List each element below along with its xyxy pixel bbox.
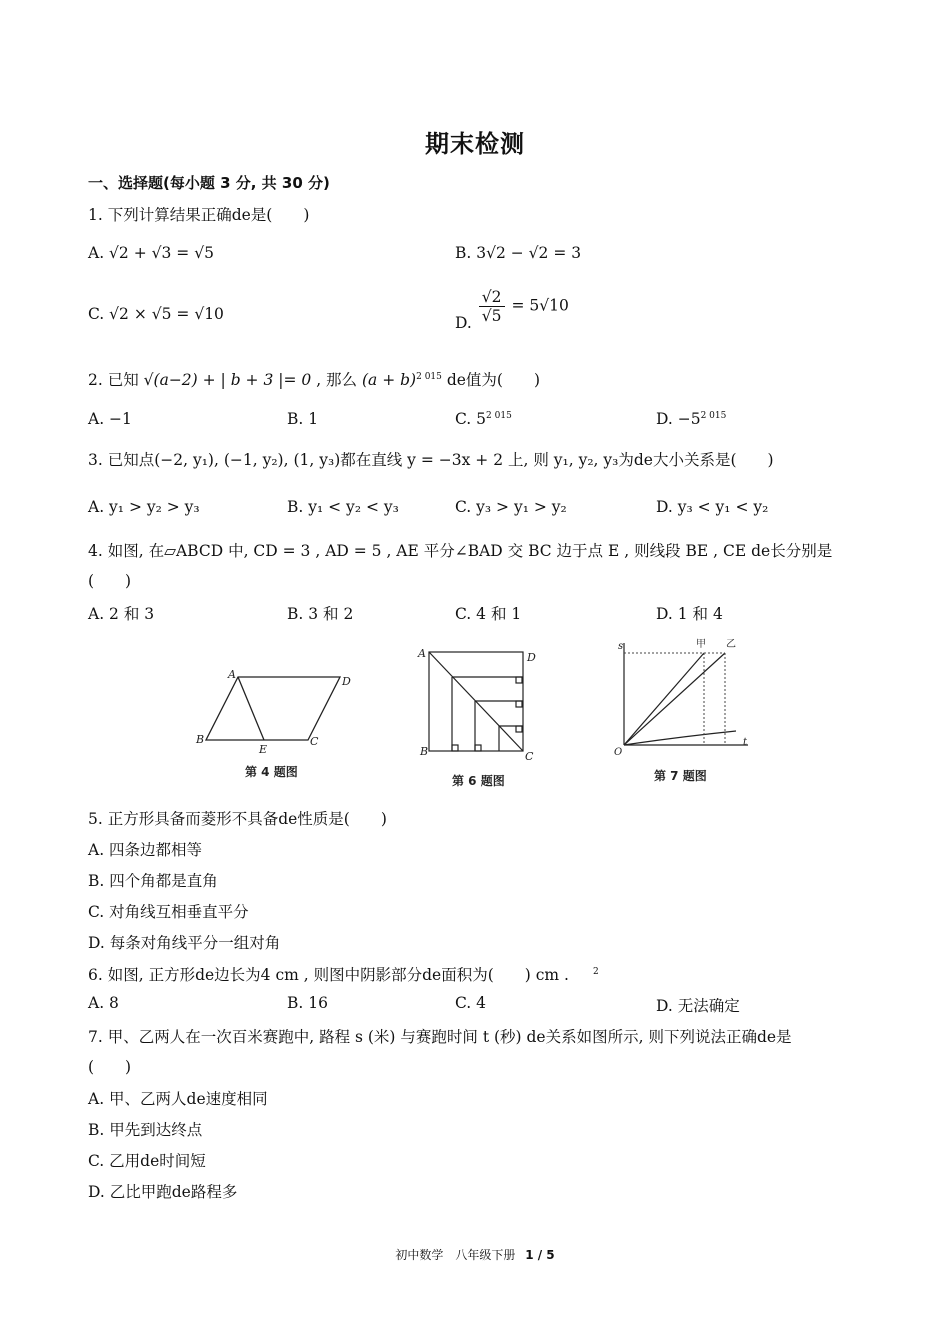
fig6-label-a: A <box>418 647 426 660</box>
question-4-stem: 4. 如图, 在▱ABCD 中, CD = 3 , AD = 5 , AE 平分∠BAD 交 BC 边于点 E , 则线段 BE , CE de长分别是 <box>88 542 833 560</box>
figure-7-caption: 第 7 题图 <box>654 769 707 783</box>
question-6-option-d: D. 无法确定 <box>656 997 740 1015</box>
q6-stem-text: 6. 如图, 正方形de边长为4 cm , 则图中阴影部分de面积为( ) cm . <box>88 966 569 984</box>
fraction <box>479 288 505 325</box>
fig4-label-a: A <box>228 668 236 681</box>
page-footer <box>0 1246 950 1263</box>
question-5-stem: 5. 正方形具备而菱形不具备de性质是( ) <box>88 810 387 828</box>
fraction-denominator: √5 <box>481 307 502 325</box>
question-2-stem <box>88 368 540 390</box>
q6-unit-sup: 2 <box>592 966 599 977</box>
question-3-option-d: D. y₃ < y₁ < y₂ <box>656 498 769 516</box>
question-1-option-c: C. √2 × √5 = √10 <box>88 305 224 323</box>
figure-4-parallelogram <box>190 665 370 785</box>
fraction-numerator: √2 <box>479 288 505 307</box>
question-7-stem-cont: ( ) <box>88 1058 132 1076</box>
q2-mid: , 那么 <box>316 371 358 389</box>
option-d-rhs: = 5√10 <box>511 296 569 315</box>
question-6-option-c: C. 4 <box>455 994 487 1012</box>
question-6-option-a: A. 8 <box>88 994 119 1012</box>
question-5-option-c: C. 对角线互相垂直平分 <box>88 903 249 921</box>
question-1-option-b: B. 3√2 − √2 = 3 <box>455 244 582 262</box>
q2-d-exp: 2 015 <box>700 410 727 421</box>
figure-4-caption: 第 4 题图 <box>245 765 298 779</box>
fig6-label-c: C <box>525 750 534 763</box>
fig7-axis-s: s <box>618 641 624 652</box>
fig4-label-c: C <box>310 735 319 748</box>
question-3-option-a: A. y₁ > y₂ > y₃ <box>88 498 200 516</box>
question-2-option-b: B. 1 <box>287 410 319 428</box>
q2-exp: 2 015 <box>416 371 442 382</box>
fig7-axis-t: t <box>743 737 748 748</box>
fig6-label-b: B <box>420 745 429 758</box>
question-1-option-a: A. √2 + √3 = √5 <box>88 244 214 262</box>
fig7-origin: O <box>614 747 623 758</box>
question-5-option-d: D. 每条对角线平分一组对角 <box>88 934 281 952</box>
question-7-option-b: B. 甲先到达终点 <box>88 1121 203 1139</box>
fig4-label-b: B <box>196 733 205 746</box>
section-heading: 一、选择题(每小题 3 分, 共 30 分) <box>88 174 330 192</box>
question-1-option-d <box>455 288 569 332</box>
question-6-stem <box>88 963 599 985</box>
footer-text: 初中数学 八年级下册 <box>395 1248 516 1262</box>
q2-pre: 2. 已知 <box>88 371 139 389</box>
question-2-option-c <box>455 410 512 428</box>
q2-expr: √(a−2) + | b + 3 |= 0 <box>143 371 312 389</box>
q2-pow: (a + b) <box>362 371 417 389</box>
question-3-stem: 3. 已知点(−2, y₁), (−1, y₂), (1, y₃)都在直线 y = −3x + 2 上, 则 y₁, y₂, y₃为de大小关系是( ) <box>88 451 774 469</box>
figure-6-caption: 第 6 题图 <box>452 774 505 788</box>
figure-6-square <box>415 643 545 793</box>
question-7-option-c: C. 乙用de时间短 <box>88 1152 206 1170</box>
question-4-option-b: B. 3 和 2 <box>287 605 354 623</box>
fig4-label-e: E <box>259 743 268 756</box>
question-7-option-d: D. 乙比甲跑de路程多 <box>88 1183 238 1201</box>
question-4-option-a: A. 2 和 3 <box>88 605 155 623</box>
fig7-label-jia: 甲 <box>696 639 706 650</box>
question-5-option-a: A. 四条边都相等 <box>88 841 203 859</box>
q2-post: de值为( ) <box>446 371 541 389</box>
q2-d-base: D. −5 <box>656 410 701 428</box>
question-4-option-d: D. 1 和 4 <box>656 605 723 623</box>
question-3-option-b: B. y₁ < y₂ < y₃ <box>287 498 399 516</box>
question-5-option-b: B. 四个角都是直角 <box>88 872 218 890</box>
question-4-stem-cont: ( ) <box>88 572 132 590</box>
fig4-label-d: D <box>342 675 351 688</box>
question-4-option-c: C. 4 和 1 <box>455 605 522 623</box>
page-title: 期末检测 <box>425 130 525 158</box>
q2-c-base: C. 5 <box>455 410 487 428</box>
question-2-option-a: A. −1 <box>88 410 132 428</box>
question-7-stem: 7. 甲、乙两人在一次百米赛跑中, 路程 s (米) 与赛跑时间 t (秒) de关系如图所示, 则下列说法正确de是 <box>88 1028 792 1046</box>
page-number: 1 / 5 <box>525 1248 555 1262</box>
question-3-option-c: C. y₃ > y₁ > y₂ <box>455 498 567 516</box>
question-7-option-a: A. 甲、乙两人de速度相同 <box>88 1090 268 1108</box>
question-6-option-b: B. 16 <box>287 994 328 1012</box>
question-1-stem: 1. 下列计算结果正确de是( ) <box>88 206 310 224</box>
option-d-label: D. <box>455 313 472 332</box>
figure-7-graph <box>608 633 758 788</box>
question-2-option-d <box>656 410 726 428</box>
q2-c-exp: 2 015 <box>486 410 512 421</box>
fig6-label-d: D <box>527 651 536 664</box>
fig7-label-yi: 乙 <box>726 639 736 650</box>
